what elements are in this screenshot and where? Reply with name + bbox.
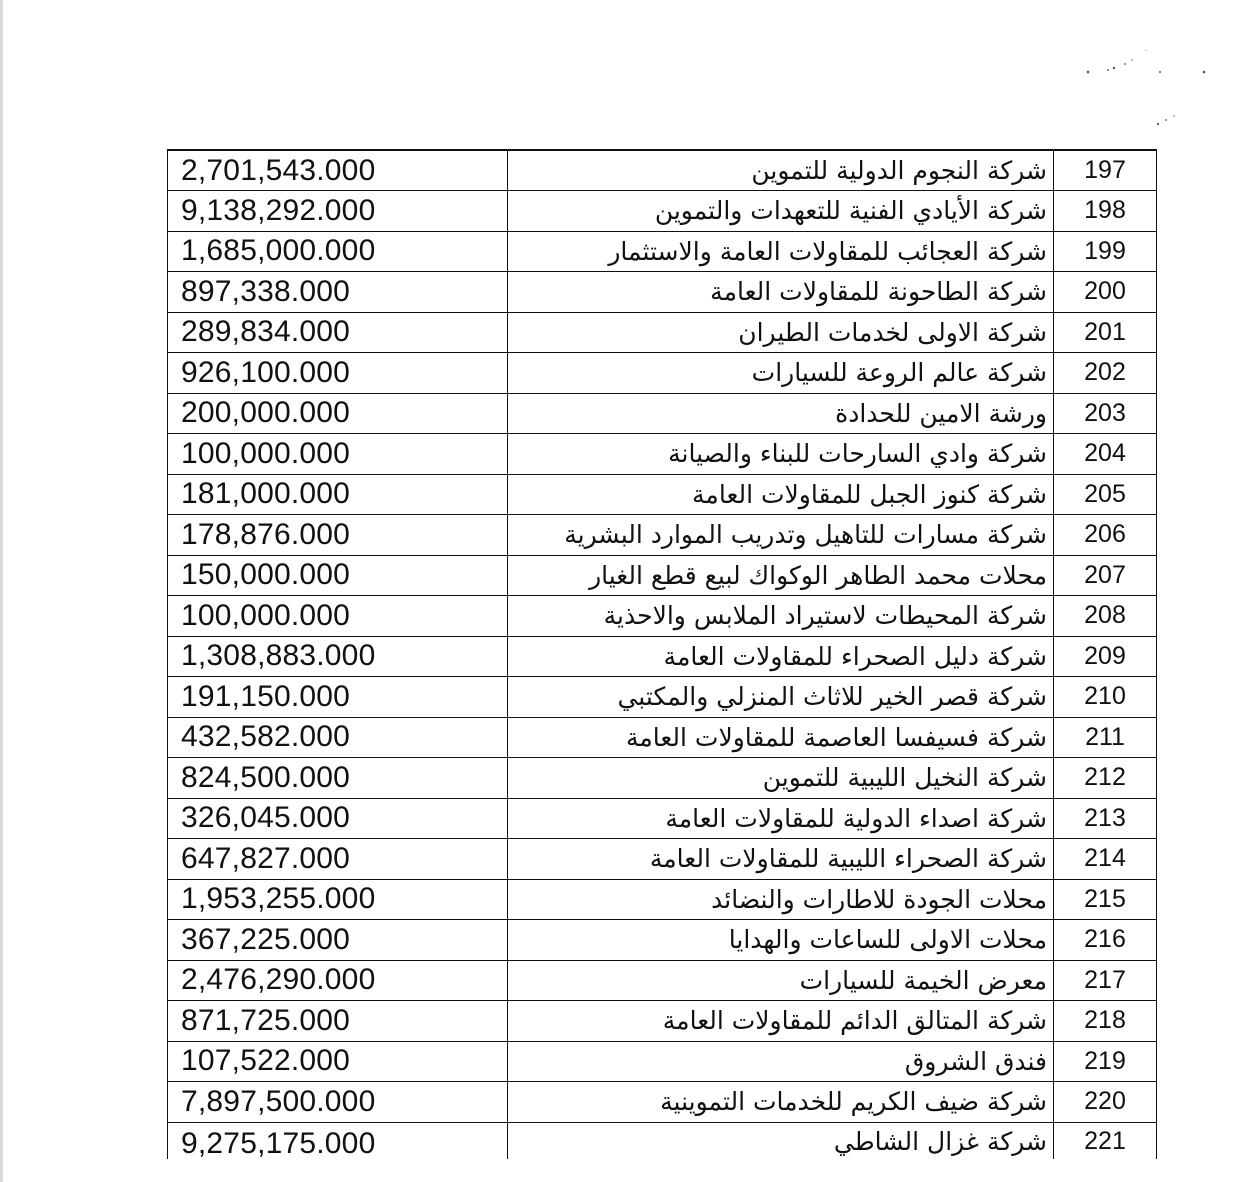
row-number-cell: 219	[1054, 1041, 1157, 1082]
company-name-cell: شركة دليل الصحراء للمقاولات العامة	[508, 636, 1054, 677]
table-row	[168, 272, 1157, 313]
company-name-cell: شركة عالم الروعة للسيارات	[508, 353, 1054, 394]
amount-cell: 150,000.000	[168, 555, 508, 596]
amount-cell: 191,150.000	[168, 677, 508, 718]
company-name-cell: محلات الجودة للاطارات والنضائد	[508, 879, 1054, 920]
company-name-cell: شركة النخيل الليبية للتموين	[508, 758, 1054, 799]
row-number-cell: 199	[1054, 231, 1157, 272]
companies-amounts-table	[167, 149, 1157, 1159]
company-name-cell: شركة غزال الشاطي	[508, 1122, 1054, 1159]
row-number-cell: 211	[1054, 717, 1157, 758]
amount-cell: 1,953,255.000	[168, 879, 508, 920]
company-name-cell: شركة الأيادي الفنية للتعهدات والتموين	[508, 191, 1054, 232]
amount-cell: 647,827.000	[168, 839, 508, 880]
amount-cell: 2,476,290.000	[168, 960, 508, 1001]
table-row	[168, 596, 1157, 637]
amount-cell: 9,275,175.000	[168, 1122, 508, 1159]
table-row	[168, 1082, 1157, 1123]
amount-cell: 7,897,500.000	[168, 1082, 508, 1123]
amount-cell: 367,225.000	[168, 920, 508, 961]
row-number-cell: 218	[1054, 1001, 1157, 1042]
row-number-cell: 215	[1054, 879, 1157, 920]
company-name-cell: شركة الاولى لخدمات الطيران	[508, 312, 1054, 353]
table-row	[168, 393, 1157, 434]
company-name-cell: شركة العجائب للمقاولات العامة والاستثمار	[508, 231, 1054, 272]
row-number-cell: 201	[1054, 312, 1157, 353]
row-number-cell: 212	[1054, 758, 1157, 799]
company-name-cell: محلات محمد الطاهر الوكواك لبيع قطع الغيار	[508, 555, 1054, 596]
scan-noise-specks	[1070, 50, 1220, 140]
company-name-cell: شركة المتالق الدائم للمقاولات العامة	[508, 1001, 1054, 1042]
row-number-cell: 210	[1054, 677, 1157, 718]
row-number-cell: 203	[1054, 393, 1157, 434]
company-name-cell: شركة وادي السارحات للبناء والصيانة	[508, 434, 1054, 475]
amount-cell: 1,308,883.000	[168, 636, 508, 677]
company-name-cell: شركة فسيفسا العاصمة للمقاولات العامة	[508, 717, 1054, 758]
row-number-cell: 200	[1054, 272, 1157, 313]
amount-cell: 100,000.000	[168, 434, 508, 475]
row-number-cell: 213	[1054, 798, 1157, 839]
amount-cell: 326,045.000	[168, 798, 508, 839]
company-name-cell: محلات الاولى للساعات والهدايا	[508, 920, 1054, 961]
table-row	[168, 960, 1157, 1001]
table-row	[168, 677, 1157, 718]
amount-cell: 1,685,000.000	[168, 231, 508, 272]
company-name-cell: شركة اصداء الدولية للمقاولات العامة	[508, 798, 1054, 839]
table-row	[168, 474, 1157, 515]
row-number-cell: 197	[1054, 150, 1157, 191]
row-number-cell: 208	[1054, 596, 1157, 637]
amount-cell: 897,338.000	[168, 272, 508, 313]
amount-cell: 178,876.000	[168, 515, 508, 556]
table-row	[168, 1001, 1157, 1042]
row-number-cell: 204	[1054, 434, 1157, 475]
row-number-cell: 214	[1054, 839, 1157, 880]
table-row	[168, 231, 1157, 272]
table-row	[168, 1122, 1157, 1159]
table-row	[168, 555, 1157, 596]
row-number-cell: 220	[1054, 1082, 1157, 1123]
table-row	[168, 515, 1157, 556]
company-name-cell: شركة المحيطات لاستيراد الملابس والاحذية	[508, 596, 1054, 637]
row-number-cell: 205	[1054, 474, 1157, 515]
row-number-cell: 207	[1054, 555, 1157, 596]
company-name-cell: شركة النجوم الدولية للتموين	[508, 150, 1054, 191]
table-row	[168, 1041, 1157, 1082]
company-name-cell: شركة مسارات للتاهيل وتدريب الموارد البشرية	[508, 515, 1054, 556]
row-number-cell: 206	[1054, 515, 1157, 556]
amount-cell: 432,582.000	[168, 717, 508, 758]
amount-cell: 9,138,292.000	[168, 191, 508, 232]
row-number-cell: 198	[1054, 191, 1157, 232]
company-name-cell: شركة الطاحونة للمقاولات العامة	[508, 272, 1054, 313]
table-row	[168, 879, 1157, 920]
company-name-cell: فندق الشروق	[508, 1041, 1054, 1082]
company-name-cell: ورشة الامين للحدادة	[508, 393, 1054, 434]
scan-page-edge	[0, 0, 3, 1182]
row-number-cell: 209	[1054, 636, 1157, 677]
table-row	[168, 353, 1157, 394]
amount-cell: 200,000.000	[168, 393, 508, 434]
amount-cell: 871,725.000	[168, 1001, 508, 1042]
amount-cell: 289,834.000	[168, 312, 508, 353]
row-number-cell: 216	[1054, 920, 1157, 961]
table-row	[168, 434, 1157, 475]
company-name-cell: شركة قصر الخير للاثاث المنزلي والمكتبي	[508, 677, 1054, 718]
amount-cell: 2,701,543.000	[168, 150, 508, 191]
amount-cell: 824,500.000	[168, 758, 508, 799]
table-row	[168, 150, 1157, 191]
row-number-cell: 221	[1054, 1122, 1157, 1159]
row-number-cell: 202	[1054, 353, 1157, 394]
amount-cell: 926,100.000	[168, 353, 508, 394]
table-row	[168, 717, 1157, 758]
company-name-cell: شركة كنوز الجبل للمقاولات العامة	[508, 474, 1054, 515]
table-row	[168, 636, 1157, 677]
table-row	[168, 191, 1157, 232]
amount-cell: 100,000.000	[168, 596, 508, 637]
table-row	[168, 920, 1157, 961]
table-row	[168, 758, 1157, 799]
table-row	[168, 798, 1157, 839]
row-number-cell: 217	[1054, 960, 1157, 1001]
company-name-cell: شركة ضيف الكريم للخدمات التموينية	[508, 1082, 1054, 1123]
company-name-cell: معرض الخيمة للسيارات	[508, 960, 1054, 1001]
company-name-cell: شركة الصحراء الليبية للمقاولات العامة	[508, 839, 1054, 880]
table-row	[168, 312, 1157, 353]
amount-cell: 107,522.000	[168, 1041, 508, 1082]
table-row	[168, 839, 1157, 880]
amount-cell: 181,000.000	[168, 474, 508, 515]
